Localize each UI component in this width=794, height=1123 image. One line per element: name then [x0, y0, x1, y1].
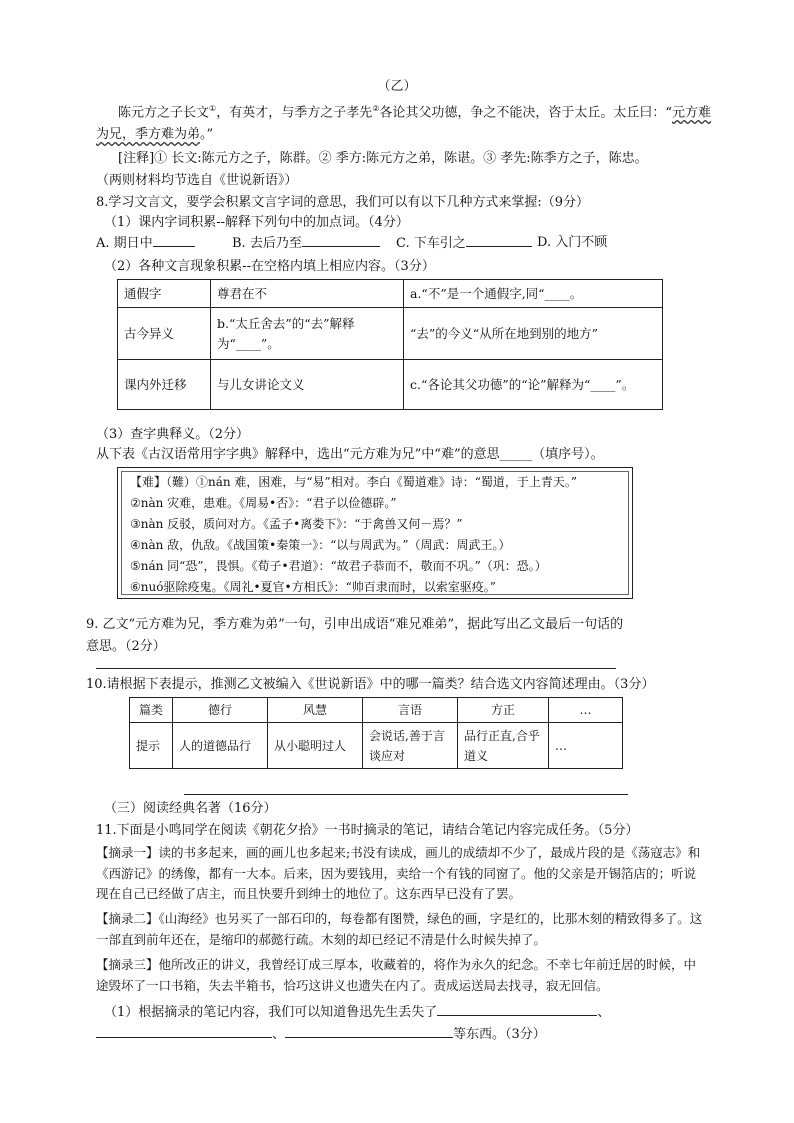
- answer-blank[interactable]: [437, 1001, 597, 1016]
- yi-text-part: 各论其父功德，争之不能决，咨于太丘。太丘曰：“: [379, 105, 673, 121]
- table-cell: 与儿女讲论文义: [211, 360, 404, 410]
- answer-line[interactable]: [96, 668, 616, 669]
- q8-option-c: C. 下车引之: [396, 232, 532, 255]
- table-cell: b.“太丘舍去”的“去”解释为“____”。: [211, 308, 404, 360]
- yi-text-part: ，有英才，与季方之子孝先: [216, 105, 373, 121]
- table-cell: 课内外迁移: [118, 360, 211, 410]
- table-cell: …: [549, 698, 623, 723]
- dict-entry: ⑥nuó驱除疫鬼。《周礼•夏官•方相氏》：“帅百隶而时，以索室驱疫。”: [130, 580, 496, 594]
- excerpt-1: 【摘录一】读的书多起来，画的画儿也多起来;书没有读成，画儿的成绩却不少了，最成片段的是《荡寇志》和《西游记》的绣像，都有一大本。后来，因为要钱用，卖给一个有钱的同窗了。他的父亲是开锡箔店的；听说现在自己已经做了店主，而且快要升到绅士的地位了。这东西早已没有了罢。: [96, 845, 701, 901]
- q9-line2: 意思。（2分）: [86, 639, 166, 654]
- yi-quote: 元方难为兄，季方难为弟: [96, 105, 712, 143]
- dict-entry: ④nàn 敌，仇敌。《战国策•秦策一》：“以与周武为。”（周武：周武王。）: [130, 538, 511, 552]
- table-cell: 通假字: [118, 280, 211, 308]
- q8-option-b: B. 去后乃至: [232, 232, 380, 255]
- dictionary-box: [117, 467, 633, 599]
- table-cell: …: [549, 723, 623, 769]
- q8-option-d: D. 入门不顾: [537, 235, 608, 250]
- yi-passage: [96, 98, 716, 146]
- answer-blank[interactable]: [302, 232, 380, 247]
- footnote-mark: ②: [372, 104, 380, 113]
- table-cell: 风慧: [268, 698, 363, 723]
- table-cell: a.“不”是一个通假字,同“____。: [404, 280, 663, 308]
- dictionary-inner-border: [121, 471, 629, 595]
- dict-entry: ③nàn 反驳，质问对方。《孟子•离娄下》：“于禽兽又何－焉？”: [130, 517, 463, 531]
- q8-option-a: A. 期日中: [96, 232, 195, 255]
- answer-blank[interactable]: [285, 1023, 453, 1038]
- table-cell: 古今异义: [118, 308, 211, 360]
- table-row: [118, 360, 663, 410]
- section-yi-title: （乙）: [377, 79, 417, 94]
- q11-sub1-tail: 等东西。（3分）: [453, 1027, 546, 1042]
- table-cell: 从小聪明过人: [268, 723, 363, 769]
- table-cell: 提示: [130, 723, 173, 769]
- table-row: [118, 280, 663, 308]
- excerpt-3: 【摘录三】他所改正的讲义，我曾经订成三厚本，收藏着的，将作为永久的纪念。不幸七年前迁居的时候，中途毁坏了一口书箱，失去半箱书，恰巧这讲义也遗失在内了。责成运送局去找寻，寂无回信。: [96, 957, 697, 993]
- q11-sub1-text: （1）根据摘录的笔记内容，我们可以知道鲁迅先生丢失了: [104, 1005, 438, 1020]
- q8-sub3-text: 从下表《古汉语常用字字典》解释中，选出“元方难为兄”中“难”的意思_____（填序号）。: [96, 447, 604, 462]
- table-cell: 会说话,善于言谈应对: [363, 723, 458, 769]
- excerpt-2: 【摘录二】《山海经》也另买了一部石印的，每卷都有图赞，绿色的画，字是红的，比那木刻的精致得多了。这一部直到前年还在，是缩印的郝懿行疏。木刻的却已经记不清是什么时候失掉了。: [96, 911, 703, 947]
- answer-line[interactable]: [184, 794, 628, 795]
- annotation: [注释]① 长文:陈元方之子，陈群。② 季方:陈元方之弟，陈谌。③ 孝先:陈季方之子，陈忠。: [118, 151, 648, 166]
- table-cell: 尊君在不: [211, 280, 404, 308]
- answer-blank[interactable]: [96, 1023, 272, 1038]
- q9-line1: 9. 乙文“元方难为兄，季方难为弟”一句，引申出成语“难兄难弟”，据此写出乙文最后一句话的: [86, 617, 624, 632]
- table-row: [130, 723, 623, 769]
- q11-stem: 11.下面是小鸣同学在阅读《朝花夕拾》一书时摘录的笔记，请结合笔记内容完成任务。（5分）: [96, 823, 639, 838]
- dict-entry: ⑤nán 同“恐”，畏惧。《荀子•君道》：“故君子恭而不，敬而不巩。”（巩：恐。）: [130, 559, 547, 573]
- source-note: （两则材料均节选自《世说新语》）: [96, 173, 298, 188]
- q11-sub1-line2: 、 等东西。（3分）: [96, 1023, 546, 1046]
- dict-entry: ②nàn 灾难，患难。《周易•否》：“君子以俭德辟。”: [130, 496, 397, 510]
- q11-sub1: （1）根据摘录的笔记内容，我们可以知道鲁迅先生丢失了 、: [104, 1001, 610, 1024]
- q10-stem: 10.请根据下表提示，推测乙文被编入《世说新语》中的哪一篇类？结合选文内容简述理由。（3分）: [86, 677, 655, 692]
- footnote-mark: ①: [209, 104, 217, 113]
- table-cell: 方正: [458, 698, 549, 723]
- section-three-title: （三）阅读经典名著（16分）: [104, 801, 277, 816]
- dict-entry: 【难】（難）①nán 难，困难，与“易”相对。李白《蜀道难》诗：“蜀道，于上青天。”: [130, 475, 577, 489]
- table-cell: c.“各论其父功德”的“论”解释为“____”。: [404, 360, 663, 410]
- yi-text-part: 。”: [200, 127, 214, 143]
- yi-text-part: 陈元方之子长文: [118, 105, 210, 121]
- phenomena-table: [117, 279, 663, 410]
- table-cell: 品行正直,合乎道义: [458, 723, 549, 769]
- table-row: [130, 698, 623, 723]
- table-cell: 德行: [173, 698, 268, 723]
- q8-sub3: （3）查字典释义。（2分）: [96, 427, 250, 442]
- table-cell: 人的道德品行: [173, 723, 268, 769]
- q8-stem: 8.学习文言文，要学会积累文言字词的意思，我们可以有以下几种方式来掌握:（9分）: [96, 195, 590, 210]
- q8-sub1: （1）课内字词积累--解释下列句中的加点词。（4分）: [104, 215, 409, 230]
- table-row: [118, 308, 663, 360]
- answer-blank[interactable]: [153, 232, 195, 247]
- table-cell: 篇类: [130, 698, 173, 723]
- q8-sub2: （2）各种文言现象积累--在空格内填上相应内容。（3分）: [104, 259, 435, 274]
- table-cell: 言语: [363, 698, 458, 723]
- answer-blank[interactable]: [466, 232, 532, 247]
- category-table: [129, 697, 623, 769]
- table-cell: “去”的今义“从所在地到别的地方”: [404, 308, 663, 360]
